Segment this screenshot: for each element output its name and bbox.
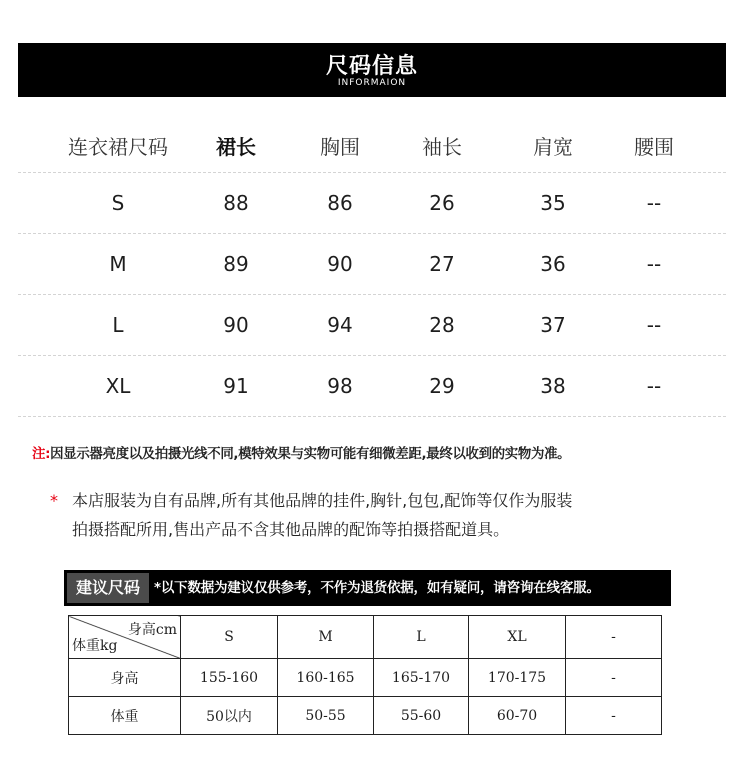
sleeve-cell: 28: [429, 313, 455, 337]
header-bust: 胸围: [320, 135, 360, 159]
table-cell: -: [566, 659, 662, 697]
column-header: L: [374, 616, 469, 659]
waist-cell: --: [646, 191, 662, 215]
table-row: [18, 173, 726, 234]
recommend-label: 建议尺码: [67, 573, 149, 603]
bust-cell: 98: [327, 374, 353, 398]
header-skirt-length: 裙长: [216, 135, 256, 159]
accessory-disclaimer-line2: 拍摄搭配所用,售出产品不含其他品牌的配饰等拍摄搭配道具。: [72, 520, 510, 539]
table-cell: 160-165: [278, 659, 374, 697]
table-row: [18, 234, 726, 295]
shoulder-cell: 35: [540, 191, 566, 215]
column-header: M: [278, 616, 374, 659]
recommend-table: [68, 615, 662, 735]
header-waist: 腰围: [634, 135, 674, 159]
accessory-disclaimer: [50, 486, 572, 544]
size-cell: M: [109, 252, 127, 276]
sleeve-cell: 29: [429, 374, 455, 398]
header-sleeve: 袖长: [422, 135, 462, 159]
skirt-length-cell: 88: [223, 191, 249, 215]
table-cell: 60-70: [469, 697, 566, 735]
sleeve-cell: 27: [429, 252, 455, 276]
shoulder-cell: 36: [540, 252, 566, 276]
display-disclaimer: [32, 443, 570, 462]
accessory-disclaimer-line1: * 本店服装为自有品牌,所有其他品牌的挂件,胸针,包包,配饰等仅作为服装: [50, 486, 572, 515]
waist-cell: --: [646, 313, 662, 337]
row-label: 身高: [69, 659, 181, 697]
column-header: S: [181, 616, 278, 659]
bust-cell: 86: [327, 191, 353, 215]
shoulder-cell: 37: [540, 313, 566, 337]
size-chart: [18, 115, 726, 417]
table-cell: 50以内: [181, 697, 278, 735]
table-row: [18, 356, 726, 417]
note-label: 注:: [32, 447, 51, 462]
recommend-message: *以下数据为建议仅供参考，不作为退货依据，如有疑问，请咨询在线客服。: [154, 580, 600, 596]
banner-subtitle: INFORMAION: [337, 78, 407, 88]
table-row: [18, 295, 726, 356]
column-header: XL: [469, 616, 566, 659]
header-shoulder: 肩宽: [533, 135, 573, 159]
size-cell: XL: [105, 374, 131, 398]
table-cell: 55-60: [374, 697, 469, 735]
size-cell: L: [112, 313, 124, 337]
title-banner: [18, 43, 726, 97]
weight-unit-label: 体重kg: [72, 638, 118, 654]
table-cell: 170-175: [469, 659, 566, 697]
size-cell: S: [111, 191, 125, 215]
row-label: 体重: [69, 697, 181, 735]
shoulder-cell: 38: [540, 374, 566, 398]
table-cell: 165-170: [374, 659, 469, 697]
bust-cell: 90: [327, 252, 353, 276]
asterisk-icon: *: [50, 491, 58, 510]
size-chart-header: [18, 115, 726, 173]
bust-cell: 94: [327, 313, 353, 337]
skirt-length-cell: 91: [223, 374, 249, 398]
sleeve-cell: 26: [429, 191, 455, 215]
table-cell: -: [566, 697, 662, 735]
table-row: [69, 659, 662, 697]
table-row: [69, 616, 662, 659]
table-row: [69, 697, 662, 735]
column-header: -: [566, 616, 662, 659]
recommend-header: [64, 570, 671, 606]
height-unit-label: 身高cm: [127, 622, 177, 638]
corner-cell: [69, 616, 181, 659]
waist-cell: --: [646, 252, 662, 276]
header-dress-size: 连衣裙尺码: [68, 135, 168, 159]
table-cell: 155-160: [181, 659, 278, 697]
banner-title: 尺码信息: [325, 54, 418, 79]
skirt-length-cell: 90: [223, 313, 249, 337]
skirt-length-cell: 89: [223, 252, 249, 276]
table-cell: 50-55: [278, 697, 374, 735]
note-text: 因显示器亮度以及拍摄光线不同,模特效果与实物可能有细微差距,最终以收到的实物为准。: [50, 447, 571, 462]
waist-cell: --: [646, 374, 662, 398]
